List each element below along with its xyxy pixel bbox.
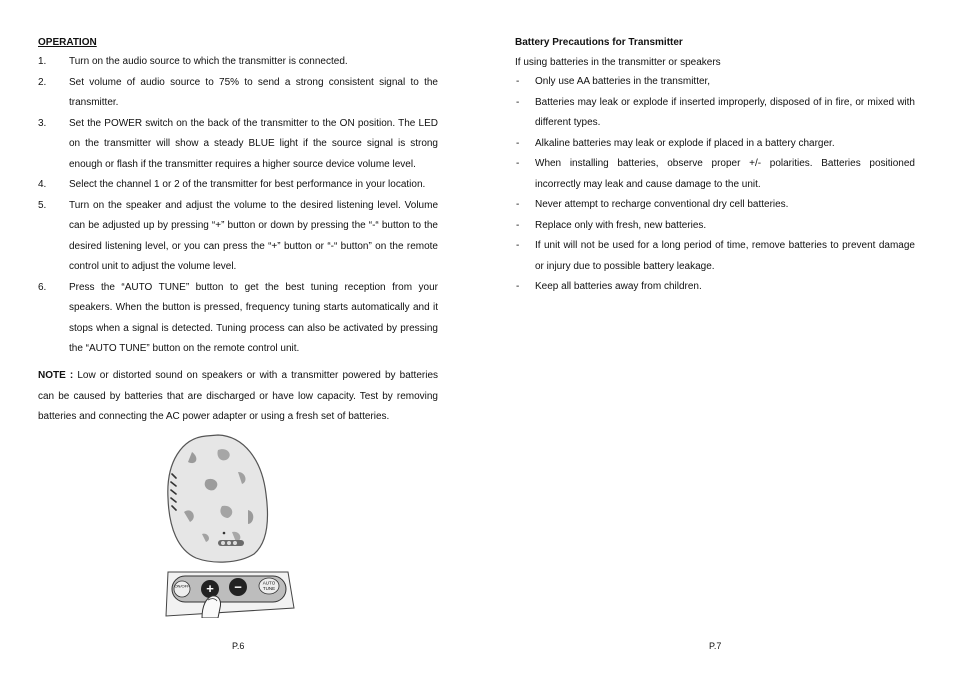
step-number: 6. [38, 281, 47, 293]
step-item [38, 278, 438, 360]
rock-speaker-image [168, 435, 268, 562]
remote-control-image [166, 572, 294, 618]
list-item: - Only use AA batteries in the transmitter, [516, 76, 711, 87]
transmitter-illustration [162, 432, 296, 618]
step-text: Turn on the speaker and adjust the volume to the desired listening level. Volume can be adjusted up by pressing “+” button or down by pressing the “-“ button to the desired listening level, or you can press the “+” button or “-“ button” on the remote control unit to adjust the volume level. [69, 199, 438, 272]
list-item: - Keep all batteries away from children. [516, 281, 702, 292]
auto-label: AUTO [262, 580, 276, 586]
battery-intro: If using batteries in the transmitter or speakers [515, 57, 721, 68]
plus-label: + [206, 581, 214, 596]
list-item: - If unit will not be used for a long period of time, remove batteries to prevent damage or injury due to possible battery leakage. [516, 240, 915, 272]
list-item-text: Never attempt to recharge conventional dry cell batteries. [535, 199, 789, 210]
step-number: 1. [38, 56, 47, 67]
step-number: 2. [38, 76, 47, 88]
step-item [38, 52, 438, 73]
list-item-text: When installing batteries, observe proper +/- polarities. Batteries positioned incorrectly may leak and cause damage to the unit. [535, 158, 915, 190]
page-number-left: P.6 [232, 641, 245, 651]
page-number-right: P.7 [709, 641, 722, 651]
step-item [38, 196, 438, 278]
list-item-text: Only use AA batteries in the transmitter, [535, 76, 711, 87]
list-item: - Alkaline batteries may leak or explode if placed in a battery charger. [516, 137, 835, 149]
list-item-text: If unit will not be used for a long period of time, remove batteries to prevent damage or injury due to possible battery leakage. [535, 240, 915, 272]
list-item: - Replace only with fresh, new batteries. [516, 219, 707, 231]
step-text: Set volume of audio source to 75% to send a strong consistent signal to the transmitter. [69, 76, 438, 108]
step-item [38, 73, 438, 114]
note-paragraph [38, 366, 438, 428]
step-item [38, 175, 438, 196]
step-text: Set the POWER switch on the back of the transmitter to the ON position. The LED on the transmitter will show a steady BLUE light if the source signal is strong enough or flash if the transmitter requires a higher source device volume level. [69, 117, 438, 170]
step-number: 5. [38, 199, 47, 211]
list-item: - Batteries may leak or explode if inserted improperly, disposed of in fire, or mixed with different types. [516, 96, 915, 128]
list-item: - When installing batteries, observe proper +/- polarities. Batteries positioned incorrectly may leak and cause damage to the unit. [516, 158, 915, 190]
step-text: Press the “AUTO TUNE” button to get the best tuning reception from your speakers. When the button is pressed, frequency tuning starts automatically and it stops when a signal is detected. Tuning process can also be activated by pressing the “AUTO TUNE” button on the remote control unit. [69, 281, 438, 354]
step-number: 4. [38, 179, 47, 190]
list-item-text: Replace only with fresh, new batteries. [535, 219, 707, 231]
step-number: 3. [38, 117, 47, 129]
minus-label: − [234, 579, 242, 595]
tune-label: TUNE [262, 586, 276, 591]
operation-heading: OPERATION [38, 37, 97, 48]
battery-precautions-list [515, 72, 915, 298]
list-item: - Never attempt to recharge conventional dry cell batteries. [516, 199, 789, 210]
list-item-text: Batteries may leak or explode if inserted improperly, disposed of in fire, or mixed with different types. [535, 96, 915, 128]
onoff-label: ON/OFF [174, 583, 190, 589]
step-text: Select the channel 1 or 2 of the transmitter for best performance in your location. [69, 179, 426, 190]
list-item-text: Alkaline batteries may leak or explode if placed in a battery charger. [535, 137, 835, 149]
operation-steps [38, 52, 438, 360]
step-item [38, 114, 438, 176]
step-text: Turn on the audio source to which the transmitter is connected. [69, 56, 348, 67]
list-item-text: Keep all batteries away from children. [535, 281, 702, 292]
note-text: Low or distorted sound on speakers or with a transmitter powered by batteries can be caused by batteries that are discharged or have low capacity. Test by removing batteries and connecting the AC power adapter or using a fresh set of batteries. [38, 370, 438, 422]
battery-heading: Battery Precautions for Transmitter [515, 37, 683, 48]
note-label: NOTE : [38, 370, 74, 381]
